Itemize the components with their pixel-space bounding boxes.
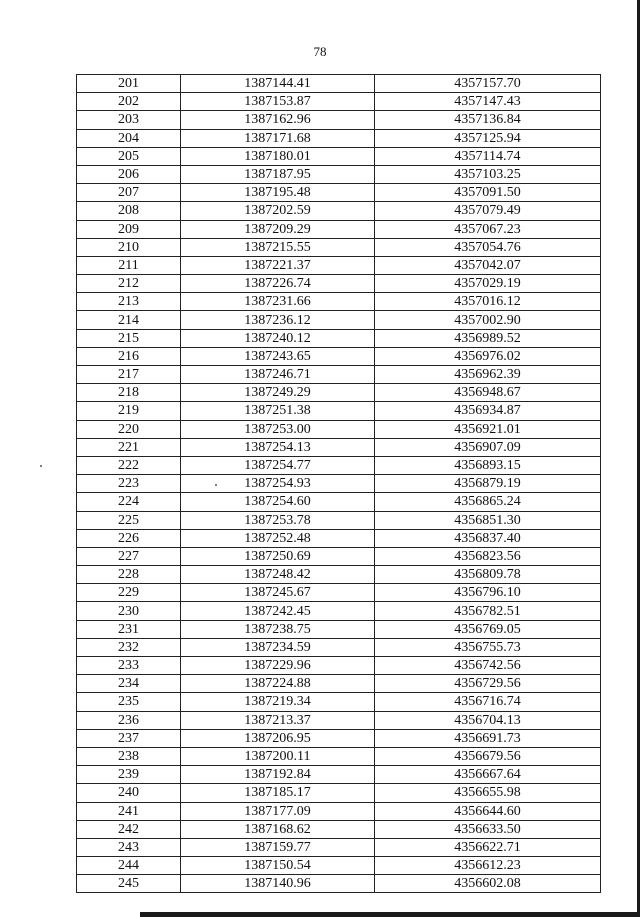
point-number-cell: 230 xyxy=(77,602,181,620)
table-row xyxy=(77,511,601,529)
point-number-cell: 236 xyxy=(77,711,181,729)
y-coordinate-cell: 4356948.67 xyxy=(375,384,601,402)
point-number-cell: 207 xyxy=(77,184,181,202)
y-coordinate-cell: 4356921.01 xyxy=(375,420,601,438)
page-number: 78 xyxy=(313,44,327,59)
x-coordinate-cell: 1387187.95 xyxy=(181,165,375,183)
x-coordinate-cell: 1387245.67 xyxy=(181,584,375,602)
y-coordinate-cell: 4356655.98 xyxy=(375,784,601,802)
point-number-cell: 212 xyxy=(77,275,181,293)
x-coordinate-cell: 1387159.77 xyxy=(181,838,375,856)
table-row xyxy=(77,129,601,147)
table-row xyxy=(77,875,601,893)
table-row xyxy=(77,802,601,820)
table-row xyxy=(77,620,601,638)
table-row xyxy=(77,602,601,620)
y-coordinate-cell: 4356851.30 xyxy=(375,511,601,529)
y-coordinate-cell: 4356704.13 xyxy=(375,711,601,729)
y-coordinate-cell: 4356782.51 xyxy=(375,602,601,620)
y-coordinate-cell: 4357079.49 xyxy=(375,202,601,220)
scan-speck xyxy=(40,465,42,467)
point-number-cell: 243 xyxy=(77,838,181,856)
point-number-cell: 220 xyxy=(77,420,181,438)
x-coordinate-cell: 1387185.17 xyxy=(181,784,375,802)
x-coordinate-cell: 1387219.34 xyxy=(181,693,375,711)
table-row xyxy=(77,820,601,838)
point-number-cell: 202 xyxy=(77,93,181,111)
x-coordinate-cell: 1387251.38 xyxy=(181,402,375,420)
point-number-cell: 205 xyxy=(77,147,181,165)
x-coordinate-cell: 1387202.59 xyxy=(181,202,375,220)
point-number-cell: 222 xyxy=(77,456,181,474)
y-coordinate-cell: 4357042.07 xyxy=(375,256,601,274)
y-coordinate-cell: 4356612.23 xyxy=(375,857,601,875)
point-number-cell: 213 xyxy=(77,293,181,311)
coordinates-table xyxy=(76,74,601,893)
x-coordinate-cell: 1387153.87 xyxy=(181,93,375,111)
table-row xyxy=(77,329,601,347)
x-coordinate-cell: 1387168.62 xyxy=(181,820,375,838)
point-number-cell: 215 xyxy=(77,329,181,347)
y-coordinate-cell: 4356934.87 xyxy=(375,402,601,420)
x-coordinate-cell: 1387180.01 xyxy=(181,147,375,165)
y-coordinate-cell: 4356769.05 xyxy=(375,620,601,638)
x-coordinate-cell: 1387249.29 xyxy=(181,384,375,402)
y-coordinate-cell: 4356989.52 xyxy=(375,329,601,347)
table-row xyxy=(77,93,601,111)
x-coordinate-cell: 1387253.00 xyxy=(181,420,375,438)
point-number-cell: 239 xyxy=(77,766,181,784)
x-coordinate-cell: 1387242.45 xyxy=(181,602,375,620)
y-coordinate-cell: 4356602.08 xyxy=(375,875,601,893)
point-number-cell: 210 xyxy=(77,238,181,256)
y-coordinate-cell: 4356622.71 xyxy=(375,838,601,856)
point-number-cell: 223 xyxy=(77,475,181,493)
table-row xyxy=(77,184,601,202)
table-row xyxy=(77,657,601,675)
table-row xyxy=(77,347,601,365)
y-coordinate-cell: 4356691.73 xyxy=(375,729,601,747)
y-coordinate-cell: 4356667.64 xyxy=(375,766,601,784)
point-number-cell: 211 xyxy=(77,256,181,274)
x-coordinate-cell: 1387200.11 xyxy=(181,747,375,765)
point-number-cell: 219 xyxy=(77,402,181,420)
point-number-cell: 229 xyxy=(77,584,181,602)
point-number-cell: 228 xyxy=(77,566,181,584)
point-number-cell: 234 xyxy=(77,675,181,693)
table-row xyxy=(77,475,601,493)
y-coordinate-cell: 4356809.78 xyxy=(375,566,601,584)
table-row xyxy=(77,584,601,602)
x-coordinate-cell: 1387162.96 xyxy=(181,111,375,129)
y-coordinate-cell: 4356679.56 xyxy=(375,747,601,765)
point-number-cell: 232 xyxy=(77,638,181,656)
table-row xyxy=(77,638,601,656)
table-row xyxy=(77,420,601,438)
point-number-cell: 214 xyxy=(77,311,181,329)
point-number-cell: 208 xyxy=(77,202,181,220)
y-coordinate-cell: 4356976.02 xyxy=(375,347,601,365)
coordinates-table-container xyxy=(76,74,600,893)
point-number-cell: 227 xyxy=(77,547,181,565)
point-number-cell: 233 xyxy=(77,657,181,675)
coordinates-table-body xyxy=(77,75,601,893)
table-row xyxy=(77,147,601,165)
point-number-cell: 231 xyxy=(77,620,181,638)
x-coordinate-cell: 1387254.77 xyxy=(181,456,375,474)
point-number-cell: 203 xyxy=(77,111,181,129)
x-coordinate-cell: 1387253.78 xyxy=(181,511,375,529)
x-coordinate-cell: 1387213.37 xyxy=(181,711,375,729)
table-row xyxy=(77,384,601,402)
point-number-cell: 226 xyxy=(77,529,181,547)
x-coordinate-cell: 1387192.84 xyxy=(181,766,375,784)
point-number-cell: 237 xyxy=(77,729,181,747)
table-row xyxy=(77,402,601,420)
y-coordinate-cell: 4356907.09 xyxy=(375,438,601,456)
x-coordinate-cell: 1387246.71 xyxy=(181,366,375,384)
y-coordinate-cell: 4357157.70 xyxy=(375,75,601,93)
x-coordinate-cell: 1387238.75 xyxy=(181,620,375,638)
x-coordinate-cell: 1387171.68 xyxy=(181,129,375,147)
x-coordinate-cell: 1387226.74 xyxy=(181,275,375,293)
point-number-cell: 225 xyxy=(77,511,181,529)
x-coordinate-cell: 1387144.41 xyxy=(181,75,375,93)
table-row xyxy=(77,366,601,384)
table-row xyxy=(77,675,601,693)
table-row xyxy=(77,838,601,856)
point-number-cell: 241 xyxy=(77,802,181,820)
x-coordinate-cell: 1387150.54 xyxy=(181,857,375,875)
y-coordinate-cell: 4356893.15 xyxy=(375,456,601,474)
table-row xyxy=(77,711,601,729)
table-row xyxy=(77,784,601,802)
x-coordinate-cell: 1387177.09 xyxy=(181,802,375,820)
x-coordinate-cell: 1387254.60 xyxy=(181,493,375,511)
point-number-cell: 242 xyxy=(77,820,181,838)
table-row xyxy=(77,547,601,565)
table-row xyxy=(77,293,601,311)
y-coordinate-cell: 4356755.73 xyxy=(375,638,601,656)
x-coordinate-cell: 1387248.42 xyxy=(181,566,375,584)
y-coordinate-cell: 4357016.12 xyxy=(375,293,601,311)
table-row xyxy=(77,456,601,474)
table-row xyxy=(77,438,601,456)
y-coordinate-cell: 4357125.94 xyxy=(375,129,601,147)
x-coordinate-cell: 1387221.37 xyxy=(181,256,375,274)
x-coordinate-cell: 1387236.12 xyxy=(181,311,375,329)
x-coordinate-cell: 1387224.88 xyxy=(181,675,375,693)
y-coordinate-cell: 4356729.56 xyxy=(375,675,601,693)
table-row xyxy=(77,566,601,584)
x-coordinate-cell: 1387234.59 xyxy=(181,638,375,656)
y-coordinate-cell: 4357103.25 xyxy=(375,165,601,183)
table-row xyxy=(77,111,601,129)
x-coordinate-cell: 1387250.69 xyxy=(181,547,375,565)
y-coordinate-cell: 4356823.56 xyxy=(375,547,601,565)
y-coordinate-cell: 4356716.74 xyxy=(375,693,601,711)
y-coordinate-cell: 4356633.50 xyxy=(375,820,601,838)
point-number-cell: 238 xyxy=(77,747,181,765)
table-row xyxy=(77,493,601,511)
y-coordinate-cell: 4356837.40 xyxy=(375,529,601,547)
point-number-cell: 221 xyxy=(77,438,181,456)
point-number-cell: 224 xyxy=(77,493,181,511)
x-coordinate-cell: 1387252.48 xyxy=(181,529,375,547)
scan-edge-bottom xyxy=(140,912,640,917)
x-coordinate-cell: 1387140.96 xyxy=(181,875,375,893)
x-coordinate-cell: 1387243.65 xyxy=(181,347,375,365)
point-number-cell: 235 xyxy=(77,693,181,711)
y-coordinate-cell: 4356796.10 xyxy=(375,584,601,602)
table-row xyxy=(77,238,601,256)
scan-speck xyxy=(215,484,217,486)
point-number-cell: 245 xyxy=(77,875,181,893)
y-coordinate-cell: 4356742.56 xyxy=(375,657,601,675)
point-number-cell: 204 xyxy=(77,129,181,147)
x-coordinate-cell: 1387215.55 xyxy=(181,238,375,256)
x-coordinate-cell: 1387195.48 xyxy=(181,184,375,202)
table-row xyxy=(77,220,601,238)
y-coordinate-cell: 4356865.24 xyxy=(375,493,601,511)
x-coordinate-cell: 1387209.29 xyxy=(181,220,375,238)
table-row xyxy=(77,693,601,711)
x-coordinate-cell: 1387254.93 xyxy=(181,475,375,493)
table-row xyxy=(77,275,601,293)
table-row xyxy=(77,165,601,183)
point-number-cell: 209 xyxy=(77,220,181,238)
point-number-cell: 216 xyxy=(77,347,181,365)
point-number-cell: 217 xyxy=(77,366,181,384)
x-coordinate-cell: 1387229.96 xyxy=(181,657,375,675)
y-coordinate-cell: 4357054.76 xyxy=(375,238,601,256)
y-coordinate-cell: 4356962.39 xyxy=(375,366,601,384)
point-number-cell: 201 xyxy=(77,75,181,93)
table-row xyxy=(77,747,601,765)
y-coordinate-cell: 4357136.84 xyxy=(375,111,601,129)
y-coordinate-cell: 4357067.23 xyxy=(375,220,601,238)
table-row xyxy=(77,857,601,875)
table-row xyxy=(77,766,601,784)
x-coordinate-cell: 1387254.13 xyxy=(181,438,375,456)
table-row xyxy=(77,529,601,547)
x-coordinate-cell: 1387240.12 xyxy=(181,329,375,347)
y-coordinate-cell: 4356879.19 xyxy=(375,475,601,493)
y-coordinate-cell: 4357002.90 xyxy=(375,311,601,329)
point-number-cell: 218 xyxy=(77,384,181,402)
table-row xyxy=(77,75,601,93)
x-coordinate-cell: 1387206.95 xyxy=(181,729,375,747)
table-row xyxy=(77,729,601,747)
table-row xyxy=(77,311,601,329)
table-row xyxy=(77,202,601,220)
point-number-cell: 240 xyxy=(77,784,181,802)
y-coordinate-cell: 4357147.43 xyxy=(375,93,601,111)
point-number-cell: 206 xyxy=(77,165,181,183)
point-number-cell: 244 xyxy=(77,857,181,875)
y-coordinate-cell: 4357114.74 xyxy=(375,147,601,165)
x-coordinate-cell: 1387231.66 xyxy=(181,293,375,311)
table-row xyxy=(77,256,601,274)
y-coordinate-cell: 4356644.60 xyxy=(375,802,601,820)
y-coordinate-cell: 4357029.19 xyxy=(375,275,601,293)
y-coordinate-cell: 4357091.50 xyxy=(375,184,601,202)
